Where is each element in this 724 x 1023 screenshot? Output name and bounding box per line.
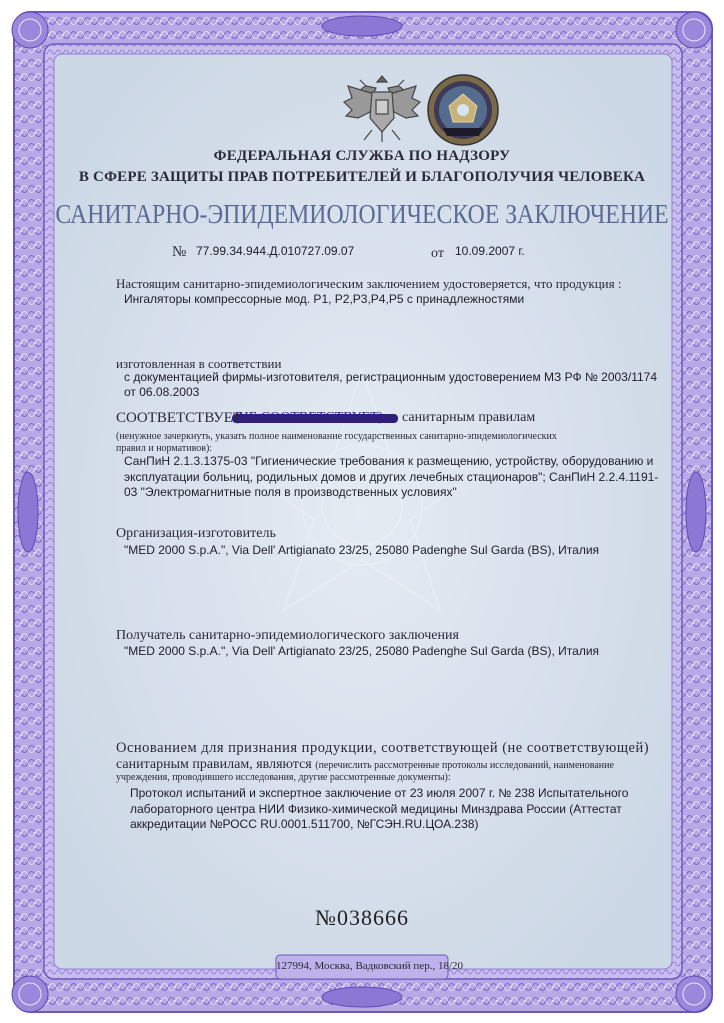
basis-doc-2: лабораторного центра НИИ Физико-химической медицины Минздрава России (Аттестат bbox=[130, 802, 622, 816]
basis-doc-3: аккредитации №РОСС RU.0001.511700, №ГСЭН.RU.ЦОА.238) bbox=[130, 817, 479, 831]
manufactured-label: изготовленная в соответствии bbox=[116, 356, 282, 371]
compliance-rule-2: эксплуатации больниц, родильных домов и других лечебных стационаров"; СанПиН 2.2.4.1191- bbox=[124, 470, 659, 484]
hologram-seal bbox=[428, 75, 498, 145]
certificate-date: 10.09.2007 г. bbox=[455, 244, 525, 258]
number-prefix: № bbox=[172, 244, 187, 260]
date-prefix: от bbox=[431, 246, 444, 261]
basis-doc-1: Протокол испытаний и экспертное заключение от 23 июля 2007 г. № 238 Испытательного bbox=[130, 786, 629, 800]
agency-name-line1: ФЕДЕРАЛЬНАЯ СЛУЖБА ПО НАДЗОРУ bbox=[213, 148, 511, 164]
product-name: Ингаляторы компрессорные мод. Р1, Р2,Р3,Р4,Р5 с принадлежностями bbox=[124, 292, 525, 306]
manufactured-date: от 06.08.2003 bbox=[124, 385, 200, 399]
agency-name-line2: В СФЕРЕ ЗАЩИТЫ ПРАВ ПОТРЕБИТЕЛЕЙ И БЛАГОПОЛУЧИЯ ЧЕЛОВЕКА bbox=[78, 169, 646, 185]
form-number: №038666 bbox=[315, 905, 409, 930]
basis-line-2 bbox=[116, 757, 614, 773]
manufactured-docs: с документацией фирмы-изготовителя, регистрационным удостоверением МЗ РФ № 2003/1174 bbox=[124, 370, 657, 384]
manufacturer-value: "MED 2000 S.p.A.", Via Dell' Artigianato 23/25, 25080 Padenghe Sul Garda (BS), Италия bbox=[124, 543, 600, 557]
basis-line-1: Основанием для признания продукции, соответствующей (не соответствующей) bbox=[116, 740, 650, 756]
basis-line-2-note: (перечислить рассмотренные протоколы исследований, наименование bbox=[315, 760, 614, 771]
document-title: САНИТАРНО-ЭПИДЕМИОЛОГИЧЕСКОЕ ЗАКЛЮЧЕНИЕ bbox=[55, 199, 669, 229]
recipient-label: Получатель санитарно-эпидемиологического заключения bbox=[116, 628, 459, 643]
product-intro: Настоящим санитарно-эпидемиологическим заключением удостоверяется, что продукция : bbox=[116, 276, 622, 291]
certificate-number: 77.99.34.944.Д.010727.09.07 bbox=[196, 244, 355, 258]
basis-line-2-main: санитарным правилам, являются bbox=[116, 757, 312, 772]
compliance-rule-1: СанПиН 2.1.3.1375-03 "Гигиенические требования к размещению, устройству, оборудованию и bbox=[124, 454, 654, 468]
compliance-note-1: (ненужное зачеркнуть, указать полное наименование государственных санитарно-эпидемиологических bbox=[116, 431, 557, 442]
compliance-status: СООТВЕТСТВУЕТ bbox=[116, 410, 243, 426]
compliance-tail: санитарным правилам bbox=[402, 410, 536, 425]
compliance-note-2: правил и нормативов): bbox=[116, 443, 213, 454]
footer-address: 127994, Москва, Вадковский пер., 18/20 bbox=[276, 960, 463, 972]
recipient-value: "MED 2000 S.p.A.", Via Dell' Artigianato 23/25, 25080 Padenghe Sul Garda (BS), Италия bbox=[124, 644, 600, 658]
compliance-rule-3: 03 "Электромагнитные поля в производственных условиях" bbox=[124, 485, 457, 499]
basis-line-3: учреждения, проводившего исследования, другие рассмотренные документы): bbox=[116, 772, 451, 783]
manufacturer-label: Организация-изготовитель bbox=[116, 526, 276, 541]
compliance-struck: (НЕ СООТВЕТСТВУЕТ) bbox=[234, 410, 384, 425]
